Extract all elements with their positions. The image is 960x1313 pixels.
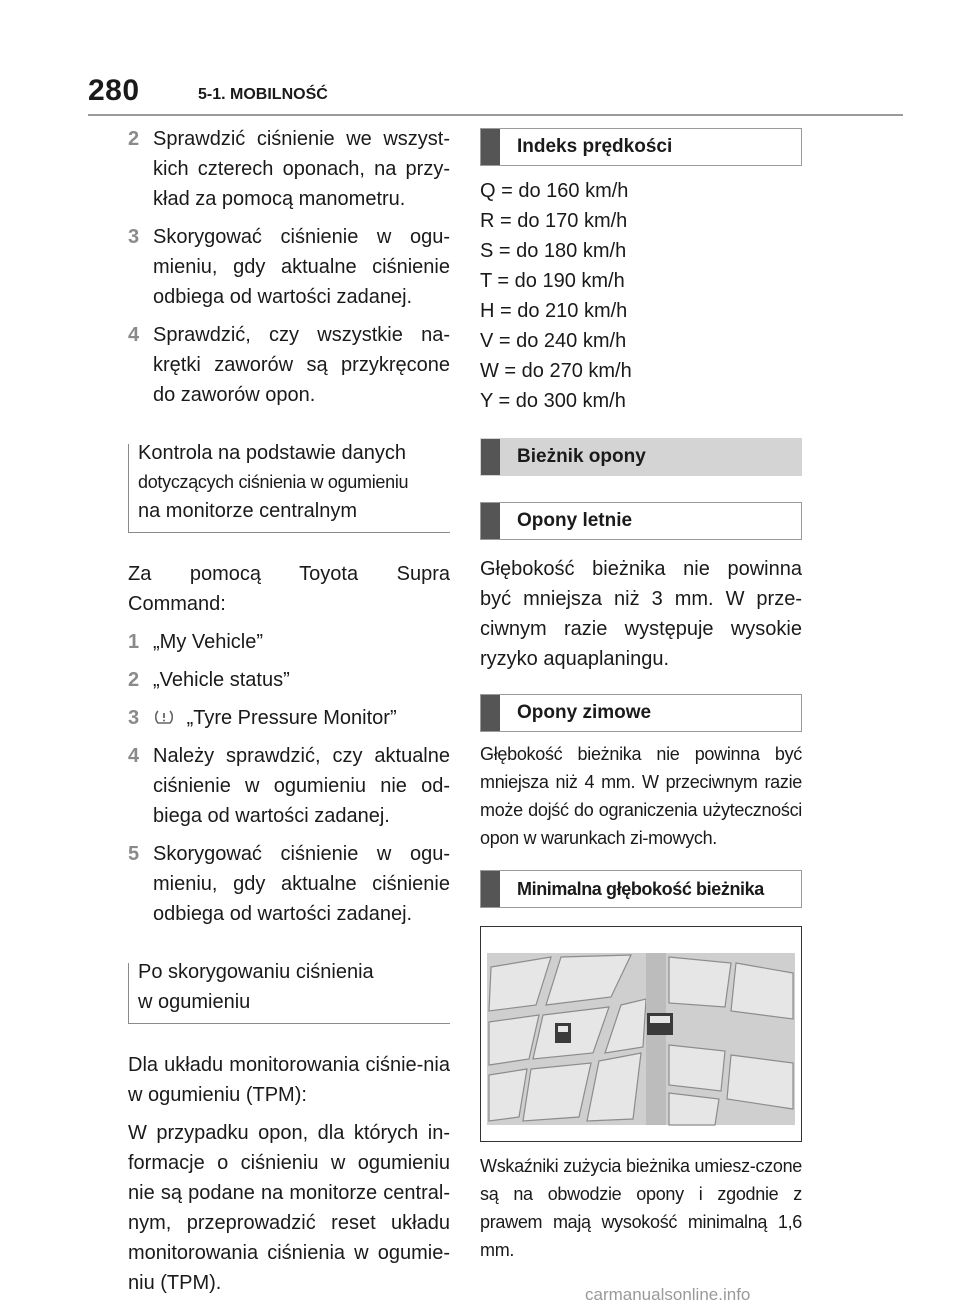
subheading-line: Po skorygowaniu ciśnienia — [138, 961, 374, 983]
heading-label: Bieżnik opony — [517, 446, 646, 467]
heading-box-min-tread — [480, 870, 802, 908]
step-number: 3 — [128, 226, 140, 248]
page-number: 280 — [88, 74, 140, 107]
step-text: Sprawdzić ciśnienie we wszyst-kich czterech oponach, na przy-kład za pomocą manometru. — [153, 128, 450, 210]
left-column — [128, 124, 450, 1306]
step-2b — [128, 665, 450, 695]
speed-index-item: Q = do 160 km/h — [480, 180, 629, 202]
step-text: Skorygować ciśnienie w ogu-mieniu, gdy aktualne ciśnienie odbiega od wartości zadanej. — [153, 843, 450, 925]
subheading-central-monitor — [128, 438, 450, 533]
right-column — [480, 128, 802, 1272]
speed-index-item: R = do 170 km/h — [480, 210, 628, 232]
header-rule — [88, 114, 903, 116]
heading-label: Minimalna głębokość bieżnika — [517, 879, 764, 899]
step-2 — [128, 124, 450, 214]
speed-index-item: Y = do 300 km/h — [480, 390, 626, 412]
section-title: 5-1. MOBILNOŚĆ — [198, 86, 328, 103]
step-number: 1 — [128, 631, 140, 653]
tread-wear-illustration — [481, 927, 801, 1141]
tread-wear-figure — [480, 926, 802, 1142]
step-text: Sprawdzić, czy wszystkie na-krętki zaworów są przykręcone do zaworów opon. — [153, 324, 450, 406]
heading-box-speed-index — [480, 128, 802, 166]
heading-box-tread — [480, 438, 802, 476]
step-3b — [128, 703, 450, 733]
heading-bar — [481, 695, 500, 731]
step-5b — [128, 839, 450, 929]
subheading-after-correction — [128, 957, 450, 1024]
winter-tyres-text: Głębokość bieżnika nie powinna być mniejsza niż 4 mm. W przeciwnym razie może dojść do ograniczenia użyteczności opon w warunkach zi-mowych. — [480, 744, 802, 848]
subheading-line: w ogumieniu — [138, 991, 251, 1013]
speed-index-item: T = do 190 km/h — [480, 270, 625, 292]
speed-index-item: S = do 180 km/h — [480, 240, 627, 262]
heading-bar — [481, 129, 500, 165]
heading-bar — [481, 871, 500, 907]
step-number: 3 — [128, 707, 140, 729]
step-4 — [128, 320, 450, 410]
heading-label: Opony letnie — [517, 510, 633, 531]
step-number: 4 — [128, 745, 140, 767]
heading-label: Indeks prędkości — [517, 136, 673, 157]
step-4b — [128, 741, 450, 831]
page-header — [88, 74, 908, 114]
figure-caption: Wskaźniki zużycia bieżnika umiesz-czone są na obwodzie opony i zgodnie z prawem mają wysokość minimalną 1,6 mm. — [480, 1156, 802, 1260]
step-number: 5 — [128, 843, 140, 865]
subheading-line: Kontrola na podstawie danych — [138, 442, 406, 464]
heading-bar — [481, 439, 500, 475]
step-text: Skorygować ciśnienie w ogu-mieniu, gdy aktualne ciśnienie odbiega od wartości zadanej. — [153, 226, 450, 308]
step-3 — [128, 222, 450, 312]
step-text: „Vehicle status” — [153, 669, 290, 691]
step-number: 2 — [128, 128, 140, 150]
step-text: Należy sprawdzić, czy aktualne ciśnienie w ogumieniu nie od-biega od wartości zadanej. — [153, 745, 450, 827]
heading-label: Opony zimowe — [517, 702, 652, 723]
subheading-line: na monitorze centralnym — [138, 500, 357, 522]
tyre-pressure-icon — [153, 708, 175, 726]
speed-index-list — [480, 176, 802, 416]
step-1b — [128, 627, 450, 657]
speed-index-item: W = do 270 km/h — [480, 360, 632, 382]
heading-bar — [481, 503, 500, 539]
subheading-line: dotyczących ciśnienia w ogumieniu — [138, 472, 409, 492]
watermark: carmanualsonline.info — [585, 1285, 751, 1304]
step-text: „Tyre Pressure Monitor” — [186, 707, 397, 729]
tpm-paragraph: Dla układu monitorowania ciśnie-nia w ogumieniu (TPM): — [128, 1054, 450, 1106]
speed-index-item: V = do 240 km/h — [480, 330, 627, 352]
tpm-reset-paragraph: W przypadku opon, dla których in-formacje o ciśnieniu w ogumieniu nie są podane na monitorze central-nym, przeprowadzić reset układu monitorowania ciśnienia w ogumie-niu (TPM). — [128, 1122, 450, 1294]
heading-box-winter-tyres — [480, 694, 802, 732]
intro-text: Za pomocą Toyota Supra Command: — [128, 563, 450, 615]
step-text: „My Vehicle” — [153, 631, 264, 653]
summer-tyres-text: Głębokość bieżnika nie powinna być mniejsza niż 3 mm. W prze-ciwnym razie występuje wysokie ryzyko aquaplaningu. — [480, 558, 802, 670]
speed-index-item: H = do 210 km/h — [480, 300, 628, 322]
step-number: 2 — [128, 669, 140, 691]
heading-box-summer-tyres — [480, 502, 802, 540]
step-number: 4 — [128, 324, 140, 346]
